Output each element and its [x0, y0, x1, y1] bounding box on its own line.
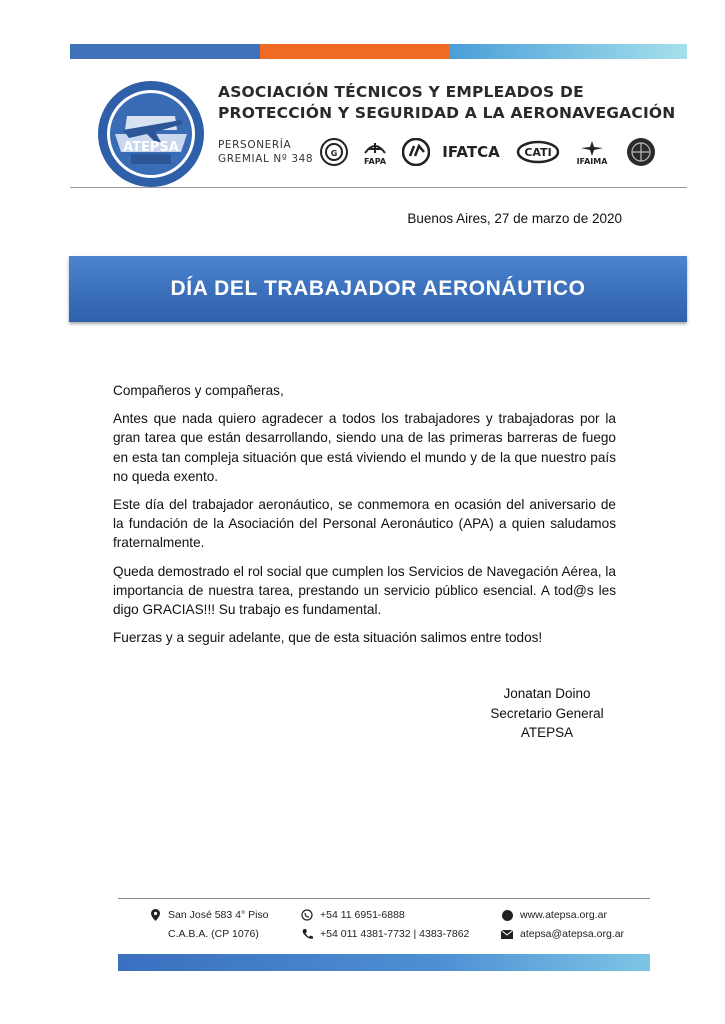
org-name-line1: ASOCIACIÓN TÉCNICOS Y EMPLEADOS DE	[218, 83, 584, 101]
personeria-line1: PERSONERÍA	[218, 139, 292, 151]
address-line2-text: C.A.B.A. (CP 1076)	[168, 928, 259, 940]
footer-color-bar	[118, 954, 650, 971]
personeria-line2: GREMIAL Nº 348	[218, 153, 314, 165]
address-line1-text: San José 583 4° Piso	[168, 909, 269, 921]
header-bar-cyan	[450, 44, 687, 59]
letter-paragraph-1: Antes que nada quiero agradecer a todos los trabajadores y trabajadoras por la gran tarea que están desarrollando, siendo una de las primeras barreras de fuego en esta tan compleja situación que está viviendo el mundo y de la que nuestro país no queda exento.	[113, 411, 616, 484]
cati-logo	[515, 136, 561, 168]
personeria-gremial	[218, 138, 313, 166]
letter-greeting: Compañeros y compañeras,	[113, 383, 284, 398]
letter-paragraph-4: Fuerzas y a seguir adelante, que de esta situación salimos entre todos!	[113, 630, 543, 646]
itf-logo-icon	[401, 136, 431, 168]
header-bar-blue	[70, 44, 260, 59]
footer-email	[500, 928, 624, 940]
logo-text: ATEPSA	[123, 140, 179, 155]
mail-icon	[500, 930, 514, 939]
cgt-logo-icon	[319, 136, 349, 168]
phone-numbers[interactable]: +54 011 4381-7732 | 4383-7862	[320, 928, 470, 940]
globe-icon	[500, 910, 514, 921]
website-link[interactable]: www.atepsa.org.ar	[520, 909, 607, 921]
organization-name	[218, 82, 678, 124]
ifaima-logo	[570, 136, 614, 168]
org-name-line2: PROTECCIÓN Y SEGURIDAD A LA AERONAVEGACIÓN	[218, 104, 676, 122]
banner-title: DÍA DEL TRABAJADOR AERONÁUTICO	[170, 277, 586, 300]
footer-phone	[300, 928, 469, 940]
footer-divider	[118, 898, 650, 899]
signature-name: Jonatan Doino	[503, 686, 591, 701]
footer-address-line1	[148, 909, 269, 921]
whatsapp-icon	[300, 909, 314, 921]
title-banner	[69, 256, 687, 322]
fapa-label: FAPA	[363, 156, 387, 166]
svg-text:G: G	[330, 149, 338, 158]
ifaima-label: IFAIMA	[576, 156, 608, 166]
header-divider	[70, 187, 687, 188]
atepsa-logo	[97, 80, 205, 188]
ifatca-label: IFATCA	[442, 143, 500, 161]
header-bar-orange	[260, 44, 450, 59]
footer-address-line2	[168, 928, 259, 940]
cati-label: CATI	[524, 145, 552, 159]
letter-paragraph-2: Este día del trabajador aeronáutico, se conmemora en ocasión del aniversario de la fundación de la Asociación del Personal Aeronáutico (APA) a quien saludamos fraternalmente.	[113, 497, 616, 551]
footer-whatsapp	[300, 909, 405, 921]
signature-org: ATEPSA	[520, 725, 574, 740]
letter-date: Buenos Aires, 27 de marzo de 2020	[407, 211, 622, 226]
ifatca-logo	[440, 136, 502, 168]
header-color-bar	[70, 44, 687, 59]
letter-paragraph-3: Queda demostrado el rol social que cumplen los Servicios de Navegación Aérea, la importancia de nuestra tarea, prestando un servicio público esencial. A tod@s les digo GRACIAS!!! Su trabajo es fundamental.	[113, 563, 616, 618]
phone-icon	[300, 928, 314, 940]
location-pin-icon	[148, 909, 162, 921]
letter-body	[113, 381, 616, 656]
globe-logo-icon	[625, 136, 657, 168]
fapa-logo-icon	[360, 136, 390, 168]
signature-role: Secretario General	[490, 705, 604, 721]
signature-block	[462, 684, 632, 743]
whatsapp-number[interactable]: +54 11 6951-6888	[320, 909, 405, 921]
email-link[interactable]: atepsa@atepsa.org.ar	[520, 928, 625, 940]
footer-web	[500, 909, 607, 921]
